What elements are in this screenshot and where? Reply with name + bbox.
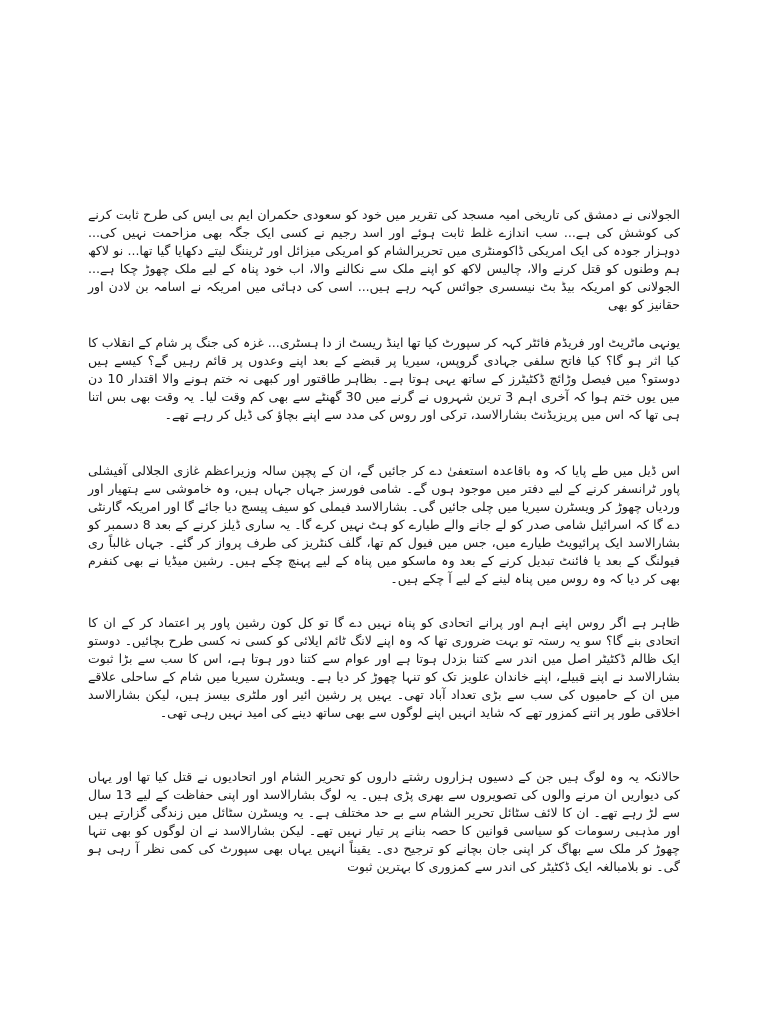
paragraph-5: حالانکہ یہ وہ لوگ ہیں جن کے دسیوں ہزاروں رشتے داروں کو تحریر الشام اور اتحادیوں نے قتل کیا تھا اور یہاں کی دیواریں ان مرنے والوں کی تصویروں سے بھری پڑی ہیں۔ یہ لوگ بشارالاسد اور اپنی حفاظت کے لیے 13 سال سے لڑ رہے تھے۔ ان کا لائف سٹائل تحریر الشام سے بے حد مختلف ہے۔ یہ ویسٹرن سٹائل میں زندگی گزارتے ہیں اور مذہبی رسومات کو سیاسی قوانین کا حصہ بنانے پر تیار نہیں تھے۔ لیکن بشارالاسد نے ان لوگوں کو بھی تنہا چھوڑ کر ملک سے بھاگ کر اپنی جان بچانے کو ترجیح دی۔ یقیناً انہیں یہاں بھی سپورٹ کی کمی نظر آ رہی ہو گی۔ نو بلامبالغہ ایک ڈکٹیٹر کی اندر سے کمزوری کا بہترین ثبوت: [88, 769, 680, 874]
paragraph-4: ظاہر ہے اگر روس اپنے اہم اور پرانے اتحادی کو پناہ نہیں دے گا تو کل کون رشین پاور پر اعتماد کر کے ان کا اتحادی بنے گا؟ سو یہ رستہ تو بہت ضروری تھا کہ وہ اپنے لانگ ٹائم ایلائی کو کسی نہ کسی طرح بچائیں۔ دوستو ایک ظالم ڈکٹیٹر اصل میں اندر سے کتنا بزدل ہوتا ہے اور عوام سے کتنا دور ہوتا ہے، اس کا سب سے بڑا ثبوت بشارالاسد نے اپنے قبیلے، اپنے خاندان علویز تک کو تنہا چھوڑ کر دیا ہے۔ ویسٹرن سیریا میں شام کے ساحلی علاقے میں ان کے حامیوں کی سب سے بڑی تعداد آباد تھی۔ یہیں پر رشین ائیر اور ملٹری بیسز ہیں، لیکن بشارالاسد اخلاقی طور پر اتنے کمزور تھے کہ شاید انہیں اپنے لوگوں سے بھی ساتھ دینے کی امید نہیں رہی تھی۔: [88, 615, 680, 720]
paragraph-1: الجولانی نے دمشق کی تاریخی امیہ مسجد کی تقریر میں خود کو سعودی حکمران ایم بی ایس کی طرح ثابت کرنے کی کوشش کی ہے... سب اندازے غلط ثابت ہوئے اور اسد رجیم نے کسی ایک جگہ بھی مزاحمت نہیں کی... دوہزار جودہ کی ایک امریکی ڈاکومنٹری میں تحریرالشام کو امریکی میزائل اور ٹریننگ لیتے دکھایا گیا تھا... نو لاکھ ہم وطنوں کو قتل کرنے والا، چالیس لاکھ کو اپنے ملک سے نکالنے والا، اب خود پناہ کے لیے ملک چھوڑ چکا ہے... الجولانی کو امریکہ بیڈ بٹ نیسسری جوائس کہہ رہے ہیں... اسی کی دہائی میں امریکہ نے اسامہ بن لادن اور حقانیز کو بھی: [88, 207, 680, 312]
paragraph-3: اس ڈیل میں طے پایا کہ وہ باقاعدہ استعفیٰ دے کر جائیں گے، ان کے پچپن سالہ وزیراعظم غازی الجلالی آفیشلی پاور ٹرانسفر کرنے کے لیے دفتر میں موجود ہوں گے۔ شامی فورسز جہاں جہاں ہیں، وہ خاموشی سے ہتھیار اور وردیاں چھوڑ کر ویسٹرن سیریا میں چلی جائیں گی۔ بشارالاسد فیملی کو سیف پیسج دیا جائے گا اور امریکہ گارنٹی دے گا کہ اسرائیل شامی صدر کو لے جانے والے طیارے کو ہٹ نہیں کرے گا۔ یہ ساری ڈیلز کرنے کے بعد 8 دسمبر کو بشارالاسد ایک پرائیویٹ طیارے میں، جس میں فیول کم تھا، گلف کنٹریز کی طرف پرواز کر گئے۔ جہاں غالباً ری فیولنگ کے بعد یا فائنٹ تبدیل کرنے کے بعد وہ ماسکو میں پناہ کے لیے پہنچ چکے ہیں۔ رشین میڈیا نے بھی کنفرم بھی کر دیا کہ وہ روس میں پناہ لینے کے لیے آ چکے ہیں۔: [88, 463, 680, 586]
paragraph-2: یونہی ماٹریٹ اور فریڈم فائٹر کہہ کر سپورٹ کیا تھا اینڈ ریسٹ از دا ہسٹری... غزہ کی جنگ پر شام کے انقلاب کا کیا اثر ہو گا؟ کیا فاتح سلفی جہادی گروپس، سیریا پر قبضے کے بعد اپنے وعدوں پر قائم رہیں گے؟ کیسے ہیں دوستو؟ میں فیصل وڑائچ ڈکٹیٹرز کے ساتھ یہی ہوتا ہے۔ بظاہر طاقتور اور کبھی نہ ختم ہونے والا اقتدار 10 دن میں یوں ختم ہوا کہ آخری اہم 3 ترین شہروں نے گرنے میں 30 گھنٹے سے بھی کم وقت لیا۔ یہ وقت بھی بس اتنا ہی تھا کہ اس میں پریزیڈنٹ بشارالاسد، ترکی اور روس کی مدد سے اپنے بچاؤ کی ڈیل کر رہے تھے۔: [88, 335, 680, 422]
